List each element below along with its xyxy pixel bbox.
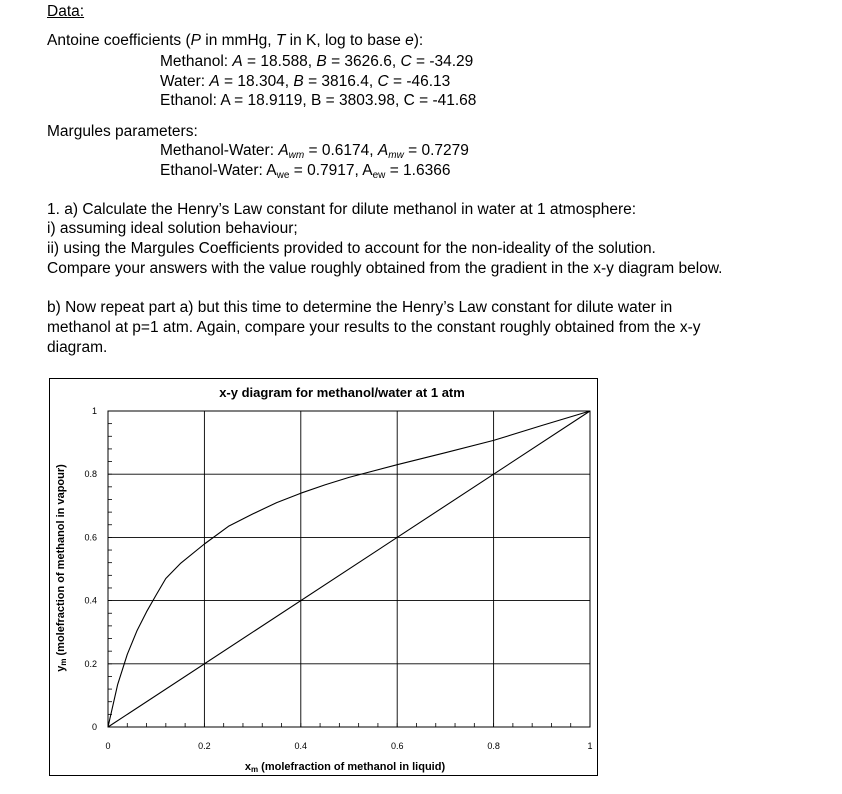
antoine-methanol-a-sym: A xyxy=(232,53,243,70)
x-axis-title-sub: m xyxy=(251,765,259,774)
y-tick-label: 0.6 xyxy=(84,532,97,543)
x-axis-title-rest: (molefraction of methanol in liquid) xyxy=(258,761,446,773)
antoine-water-b-sym: B xyxy=(293,73,304,90)
antoine-t-symbol: T xyxy=(275,32,286,49)
margules-mw-a2-sub: mw xyxy=(388,150,404,161)
x-tick-label: 0.4 xyxy=(294,741,308,751)
question-1a-line3: ii) using the Margules Coefficients provided to account for the non-ideality of the solution. xyxy=(47,240,656,257)
y-axis-title-rest: (molefraction of methanol in vapour) xyxy=(55,464,67,659)
antoine-intro-text: Antoine coefficients ( xyxy=(47,32,191,49)
antoine-methanol-a-val: = 18.588, xyxy=(242,53,317,70)
x-tick-label: 0.6 xyxy=(390,741,404,751)
y-tick-label: 0.8 xyxy=(84,469,97,480)
question-1a-line4: Compare your answers with the value roughly obtained from the gradient in the x-y diagram below. xyxy=(47,260,723,277)
antoine-methanol-name: Methanol: xyxy=(160,53,233,70)
question-1b-line2: methanol at p=1 atm. Again, compare your results to the constant roughly obtained from the x-y xyxy=(47,319,701,336)
antoine-e-symbol: e xyxy=(405,32,414,49)
antoine-methanol-b-val: = 3626.6, xyxy=(326,53,401,70)
y-axis-title-sym: y xyxy=(55,665,67,672)
antoine-methanol xyxy=(160,52,473,71)
margules-ew-a1-sub: we xyxy=(276,170,290,181)
question-1a-line1: 1. a) Calculate the Henry’s Law constant for dilute methanol in water at 1 atmosphere: xyxy=(47,201,637,218)
question-1b-line1: b) Now repeat part a) but this time to determine the Henry’s Law constant for dilute water in xyxy=(47,299,673,316)
margules-mw-a2-sym: A xyxy=(377,142,389,159)
x-tick-label: 0 xyxy=(105,741,111,751)
y-axis-title-sub: m xyxy=(59,658,68,666)
margules-mw-a1-val: = 0.6174, xyxy=(304,142,378,159)
antoine-water-a-sym: A xyxy=(209,73,220,90)
margules-ew-a2-val: = 1.6366 xyxy=(385,162,451,179)
series-layer xyxy=(108,411,590,727)
margules-ew-name: Ethanol-Water: xyxy=(160,162,267,179)
antoine-intro-text-b: in mmHg, xyxy=(200,32,276,49)
x-axis-title xyxy=(245,761,446,774)
chart-title: x-y diagram for methanol/water at 1 atm xyxy=(219,385,465,400)
margules-heading: Margules parameters: xyxy=(47,123,198,140)
antoine-water-a-val: = 18.304, xyxy=(219,73,294,90)
antoine-intro-text-d: ): xyxy=(413,32,424,49)
antoine-water-c-val: = -46.13 xyxy=(388,73,451,90)
y-tick-label: 0.4 xyxy=(84,595,97,606)
x-tick-label: 0.2 xyxy=(198,741,211,751)
margules-ew-a2-sub: ew xyxy=(372,170,386,181)
antoine-methanol-c-sym: C xyxy=(400,53,412,70)
margules-methanol-water xyxy=(160,141,469,160)
series-line-diagonal xyxy=(108,411,590,727)
x-axis-title-sym: x xyxy=(244,761,251,773)
margules-ew-a2-sym: A xyxy=(362,162,373,179)
data-heading: Data: xyxy=(47,3,85,20)
x-tick-label: 1 xyxy=(587,741,593,751)
antoine-intro xyxy=(47,31,423,50)
antoine-ethanol: Ethanol: A = 18.9119, B = 3803.98, C = -41.68 xyxy=(160,92,477,109)
margules-mw-a1-sym: A xyxy=(278,142,289,159)
margules-ew-a1-val: = 0.7917, xyxy=(289,162,363,179)
margules-mw-a2-val: = 0.7279 xyxy=(403,142,469,159)
antoine-intro-text-c: in K, log to base xyxy=(285,32,406,49)
antoine-water-b-val: = 3816.4, xyxy=(303,73,378,90)
antoine-methanol-c-val: = -34.29 xyxy=(411,53,474,70)
y-tick-label: 1 xyxy=(91,406,97,416)
antoine-water-c-sym: C xyxy=(377,73,389,90)
margules-ew-a1-sym: A xyxy=(266,162,277,179)
question-1b-line3: diagram. xyxy=(47,339,108,356)
question-1a-line2: i) assuming ideal solution behaviour; xyxy=(47,220,298,237)
margules-mw-a1-sub: wm xyxy=(288,150,305,161)
antoine-p-symbol: P xyxy=(190,32,201,49)
antoine-methanol-b-sym: B xyxy=(316,53,327,70)
y-tick-label: 0.2 xyxy=(84,658,97,669)
margules-ethanol-water xyxy=(160,161,450,180)
xy-diagram-chart xyxy=(49,378,598,776)
chart-svg xyxy=(50,379,597,775)
y-tick-label: 0 xyxy=(91,722,97,732)
antoine-water-name: Water: xyxy=(160,73,210,90)
x-tick-label: 0.8 xyxy=(487,741,500,751)
antoine-water xyxy=(160,72,450,91)
margules-mw-name: Methanol-Water: xyxy=(160,142,279,159)
tick-layer xyxy=(84,406,592,751)
y-axis-title xyxy=(55,464,68,672)
